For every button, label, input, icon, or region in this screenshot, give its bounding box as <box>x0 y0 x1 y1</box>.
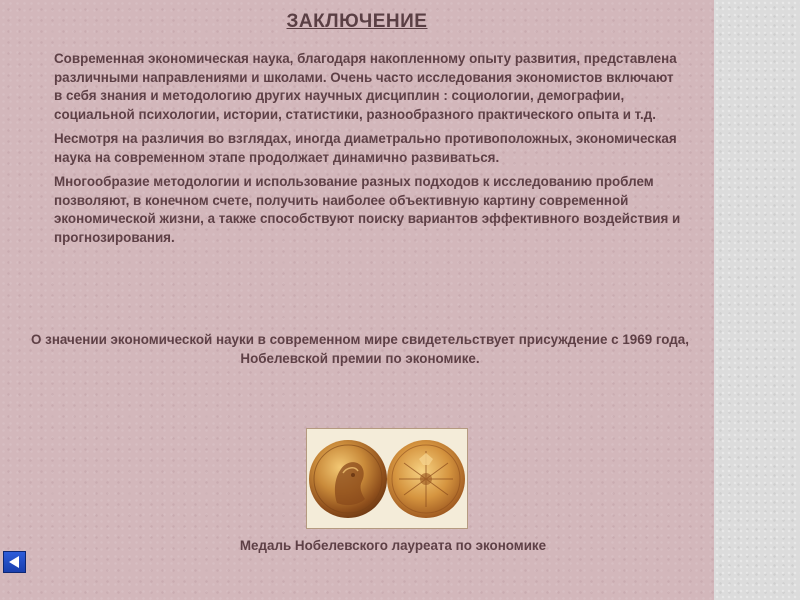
nobel-note: О значении экономической науки в современном мире свидетельствует присуждение с 1969 года, Нобелевской премии по экономике. <box>31 332 689 366</box>
paragraph-1: Современная экономическая наука, благодаря накопленному опыту развития, представлена различными направлениями и школами. Очень часто исследования экономистов включают в себя знания и методологию других научных дисциплин : социологии, демографии, социальной психологии, истории, статистики, разнообразного практического опыта и т.д. <box>54 51 677 122</box>
triangle-left-icon <box>4 552 25 572</box>
medal-reverse <box>387 440 465 518</box>
nobel-medal-image <box>307 429 467 528</box>
back-button[interactable] <box>3 551 26 573</box>
paragraph-3: Многообразие методологии и использование разных подходов к исследованию проблем позволяют, в конечном счете, получить наиболее объективную картину современной экономической жизни, а также способствуют поиску вариантов эффективного воздействия и прогнозирования. <box>54 174 681 245</box>
paragraph-2: Несмотря на различия во взглядах, иногда диаметрально противоположных, экономическая наука на современном этапе продолжает динамично развиваться. <box>54 131 677 165</box>
medal-caption: Медаль Нобелевского лауреата по экономике <box>239 538 547 553</box>
conclusion-text <box>54 50 682 253</box>
slide-title: ЗАКЛЮЧЕНИЕ <box>286 11 428 32</box>
medal-pictures <box>307 429 467 528</box>
medal-obverse <box>309 440 387 518</box>
side-decoration-strip <box>714 0 800 600</box>
